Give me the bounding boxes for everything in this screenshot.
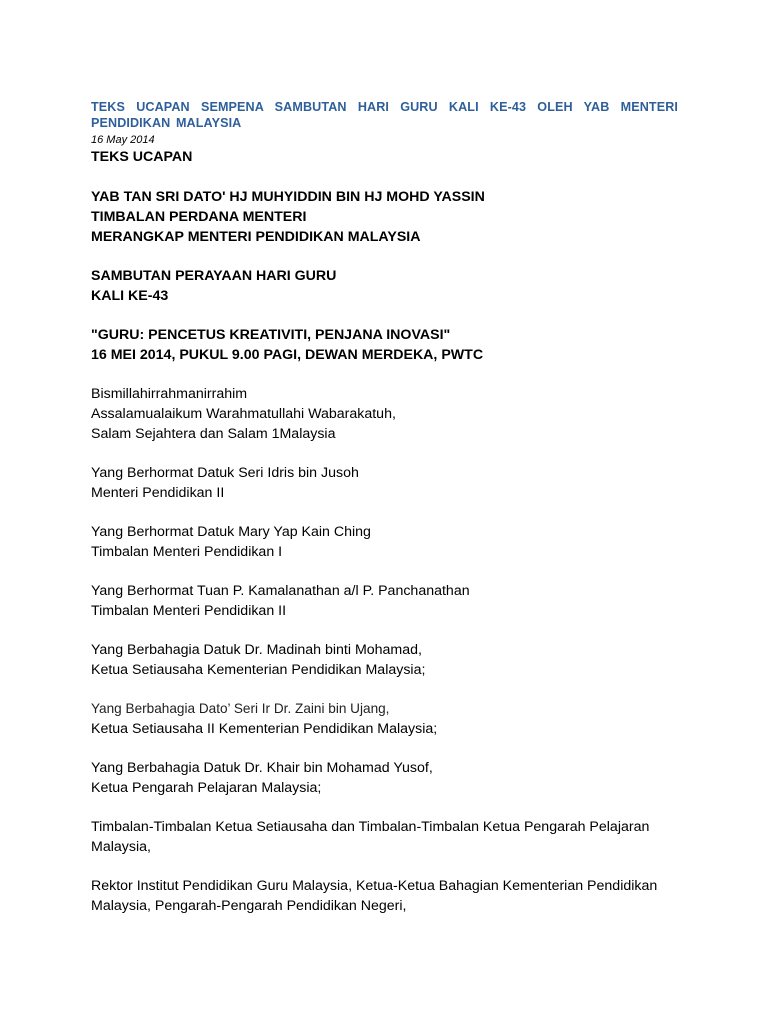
salutation-line: Ketua Setiausaha II Kementerian Pendidikan Malaysia; <box>91 721 438 737</box>
salutation-paragraph <box>91 817 678 857</box>
salutation-line: Salam Sejahtera dan Salam 1Malaysia <box>91 426 336 442</box>
speaker-title: TIMBALAN PERDANA MENTERI <box>91 209 307 225</box>
event-block <box>91 266 678 306</box>
salutation-paragraph <box>91 581 678 621</box>
speaker-portfolio: MERANGKAP MENTERI PENDIDIKAN MALAYSIA <box>91 229 421 245</box>
salutation-paragraph <box>91 463 678 503</box>
event-theme: "GURU: PENCETUS KREATIVITI, PENJANA INOVASI" <box>91 327 451 343</box>
speaker-name: YAB TAN SRI DATO' HJ MUHYIDDIN BIN HJ MOHD YASSIN <box>91 189 485 205</box>
salutation-line: Bismillahirrahmanirrahim <box>91 386 248 402</box>
event-name: SAMBUTAN PERAYAAN HARI GURU <box>91 268 337 284</box>
salutation-paragraph <box>91 758 678 798</box>
salutation-line: Yang Berbahagia Datuk Dr. Khair bin Mohamad Yusof, <box>91 760 433 776</box>
salutation-line: Malaysia, <box>91 839 151 855</box>
salutation-line: Timbalan Menteri Pendidikan I <box>91 544 283 560</box>
salutation-line: Assalamualaikum Warahmatullahi Wabarakatuh, <box>91 406 396 422</box>
salutation-line: Ketua Setiausaha Kementerian Pendidikan Malaysia; <box>91 662 426 678</box>
salutation-line: Timbalan-Timbalan Ketua Setiausaha dan Timbalan-Timbalan Ketua Pengarah Pelajaran <box>91 819 650 835</box>
salutation-line: Malaysia, Pengarah-Pengarah Pendidikan Negeri, <box>91 898 407 914</box>
salutation-line: Yang Berhormat Datuk Mary Yap Kain Ching <box>91 524 371 540</box>
salutation-paragraph <box>91 384 678 444</box>
salutation-line: Yang Berhormat Datuk Seri Idris bin Jusoh <box>91 465 359 481</box>
salutation-line: Yang Berbahagia Dato’ Seri Ir Dr. Zaini bin Ujang, <box>91 701 390 716</box>
speaker-block <box>91 187 678 247</box>
salutation-paragraph <box>91 876 678 916</box>
salutation-line: Yang Berhormat Tuan P. Kamalanathan a/l P. Panchanathan <box>91 583 470 599</box>
document-body <box>91 99 678 916</box>
article-date: 16 May 2014 <box>91 134 155 146</box>
salutation-line: Rektor Institut Pendidikan Guru Malaysia, Ketua-Ketua Bahagian Kementerian Pendidikan <box>91 878 658 894</box>
salutation-line: Menteri Pendidikan II <box>91 485 225 501</box>
salutation-line: Timbalan Menteri Pendidikan II <box>91 603 287 619</box>
salutation-line: Ketua Pengarah Pelajaran Malaysia; <box>91 780 322 796</box>
salutation-paragraph <box>91 699 678 739</box>
salutation-line: Yang Berbahagia Datuk Dr. Madinah binti Mohamad, <box>91 642 422 658</box>
salutation-paragraph <box>91 522 678 562</box>
article-headline: TEKS UCAPAN SEMPENA SAMBUTAN HARI GURU KALI KE-43 OLEH YAB MENTERI PENDIDIKAN MALAYSIA <box>91 100 678 130</box>
salutation-paragraph <box>91 640 678 680</box>
event-date-venue: 16 MEI 2014, PUKUL 9.00 PAGI, DEWAN MERDEKA, PWTC <box>91 347 484 363</box>
theme-block <box>91 325 678 365</box>
speech-label: TEKS UCAPAN <box>91 149 193 165</box>
event-edition: KALI KE-43 <box>91 288 169 304</box>
